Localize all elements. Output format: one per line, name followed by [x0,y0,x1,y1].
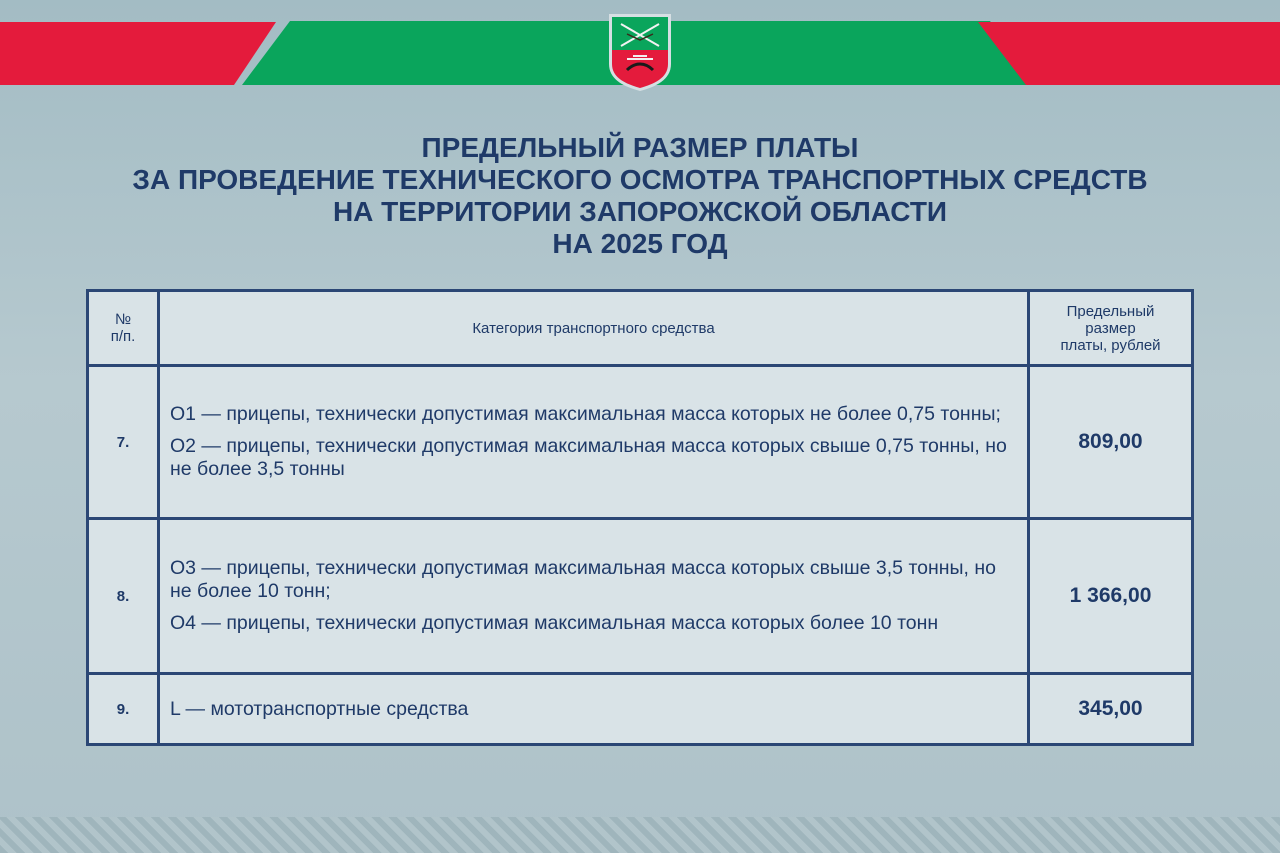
row-fee: 1 366,00 [1029,519,1193,674]
header-category: Категория транспортного средства [159,291,1029,366]
category-item: О2 — прицепы, технически допустимая максимальная масса которых свыше 0,75 тонны, но не более 3,5 тонны [170,435,1007,480]
title-line-2: ЗА ПРОВЕДЕНИЕ ТЕХНИЧЕСКОГО ОСМОТРА ТРАНСПОРТНЫХ СРЕДСТВ [132,164,1148,195]
table-row [88,366,1193,519]
row-category [159,674,1029,745]
category-item: О3 — прицепы, технически допустимая максимальная масса которых свыше 3,5 тонны, но не более 10 тонн; [170,557,997,602]
table-header-row [88,291,1193,366]
row-category [159,519,1029,674]
bottom-pattern-band [0,817,1280,853]
header-fee: Предельный размер платы, рублей [1029,291,1193,366]
row-fee: 809,00 [1029,366,1193,519]
page-title [0,132,1280,260]
row-fee: 345,00 [1029,674,1193,745]
row-category [159,366,1029,519]
row-number: 9. [88,674,159,745]
title-line-4: НА 2025 ГОД [552,228,728,259]
table-row [88,519,1193,674]
title-line-1: ПРЕДЕЛЬНЫЙ РАЗМЕР ПЛАТЫ [421,132,859,163]
title-line-3: НА ТЕРРИТОРИИ ЗАПОРОЖСКОЙ ОБЛАСТИ [332,196,948,227]
header-number: № п/п. [88,291,159,366]
category-item: О1 — прицепы, технически допустимая максимальная масса которых не более 0,75 тонны; [170,403,1001,425]
category-item: L — мототранспортные средства [170,697,469,720]
fee-table [86,289,1194,746]
red-stripe-left [0,22,276,85]
category-item: О4 — прицепы, технически допустимая максимальная масса которых более 10 тонн [170,612,939,634]
row-number: 8. [88,519,159,674]
red-stripe-right [978,22,1280,85]
table-row [88,674,1193,745]
coat-of-arms-icon [607,12,673,92]
row-number: 7. [88,366,159,519]
